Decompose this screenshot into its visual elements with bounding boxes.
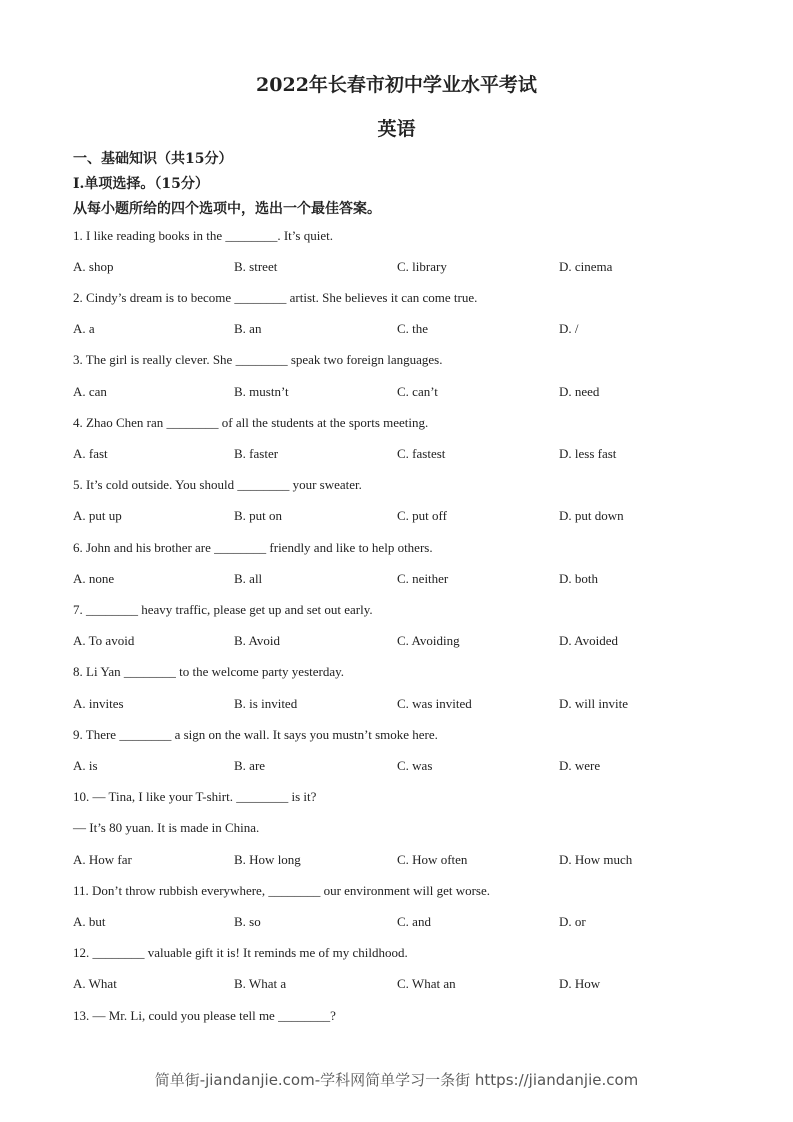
instruction: 从每小题所给的四个选项中，选出一个最佳答案。 [73, 201, 381, 217]
watermark-footer: 简单街-jiandanjie.com-学科网简单学习一条街 https://jiandanjie.com [154, 1071, 639, 1089]
exam-title: 2022年长春市初中学业水平考试 [256, 74, 537, 96]
q4-option-a: A. fast [73, 446, 108, 461]
question-8: 8. Li Yan ________ to the welcome party yesterday. [73, 664, 345, 679]
q5-option-d: D. put down [559, 508, 624, 523]
q4-option-d: D. less fast [559, 446, 617, 461]
q9-option-c: C. was [397, 758, 433, 773]
q8-option-d: D. will invite [559, 696, 628, 711]
q7-option-b: B. Avoid [234, 633, 280, 648]
q10-option-c: C. How often [397, 852, 468, 867]
q7-option-a: A. To avoid [73, 633, 135, 648]
question-12: 12. ________ valuable gift it is! It reminds me of my childhood. [73, 945, 408, 960]
q6-option-d: D. both [559, 571, 598, 586]
q4-option-c: C. fastest [397, 446, 446, 461]
q7-option-d: D. Avoided [559, 633, 618, 648]
question-10-reply: — It’s 80 yuan. It is made in China. [73, 820, 260, 835]
q11-option-b: B. so [234, 914, 261, 929]
q10-option-a: A. How far [73, 852, 132, 867]
q2-option-b: B. an [234, 321, 262, 336]
question-1: 1. I like reading books in the ________. It’s quiet. [73, 228, 333, 243]
q8-option-b: B. is invited [234, 696, 298, 711]
question-2: 2. Cindy’s dream is to become ________ artist. She believes it can come true. [73, 290, 478, 305]
q7-option-c: C. Avoiding [397, 633, 460, 648]
q12-option-b: B. What a [234, 976, 287, 991]
question-7: 7. ________ heavy traffic, please get up and set out early. [73, 602, 373, 617]
question-5: 5. It’s cold outside. You should ________ your sweater. [73, 477, 362, 492]
q8-option-c: C. was invited [397, 696, 472, 711]
q3-option-a: A. can [73, 384, 107, 399]
q9-option-a: A. is [73, 758, 98, 773]
question-4: 4. Zhao Chen ran ________ of all the students at the sports meeting. [73, 415, 429, 430]
q2-option-c: C. the [397, 321, 429, 336]
q11-option-d: D. or [559, 914, 586, 929]
q1-option-a: A. shop [73, 259, 114, 274]
q10-option-d: D. How much [559, 852, 633, 867]
question-6: 6. John and his brother are ________ friendly and like to help others. [73, 540, 433, 555]
question-13: 13. — Mr. Li, could you please tell me ________? [73, 1008, 336, 1023]
q1-option-c: C. library [397, 259, 447, 274]
question-3: 3. The girl is really clever. She ________ speak two foreign languages. [73, 352, 443, 367]
q2-option-d: D. / [559, 321, 579, 336]
q6-option-c: C. neither [397, 571, 449, 586]
question-9: 9. There ________ a sign on the wall. It says you mustn’t smoke here. [73, 727, 438, 742]
q11-option-a: A. but [73, 914, 106, 929]
q10-option-b: B. How long [234, 852, 301, 867]
question-11: 11. Don’t throw rubbish everywhere, ________ our environment will get worse. [73, 883, 491, 898]
q12-option-c: C. What an [397, 976, 456, 991]
q2-option-a: A. a [73, 321, 95, 336]
part-heading: Ⅰ.单项选择。（15分） [73, 176, 209, 192]
q4-option-b: B. faster [234, 446, 279, 461]
q3-option-b: B. mustn’t [234, 384, 289, 399]
q3-option-d: D. need [559, 384, 600, 399]
q8-option-a: A. invites [73, 696, 124, 711]
q9-option-d: D. were [559, 758, 601, 773]
q9-option-b: B. are [234, 758, 266, 773]
q3-option-c: C. can’t [397, 384, 438, 399]
q6-option-b: B. all [234, 571, 263, 586]
q5-option-c: C. put off [397, 508, 447, 523]
subject-title: 英语 [377, 118, 416, 140]
section-heading: 一、基础知识（共15分） [73, 151, 233, 167]
q6-option-a: A. none [73, 571, 115, 586]
q1-option-b: B. street [234, 259, 278, 274]
q12-option-d: D. How [559, 976, 601, 991]
q12-option-a: A. What [73, 976, 117, 991]
question-10: 10. — Tina, I like your T-shirt. ________ is it? [73, 789, 317, 804]
q5-option-a: A. put up [73, 508, 122, 523]
q1-option-d: D. cinema [559, 259, 613, 274]
q11-option-c: C. and [397, 914, 431, 929]
q5-option-b: B. put on [234, 508, 283, 523]
